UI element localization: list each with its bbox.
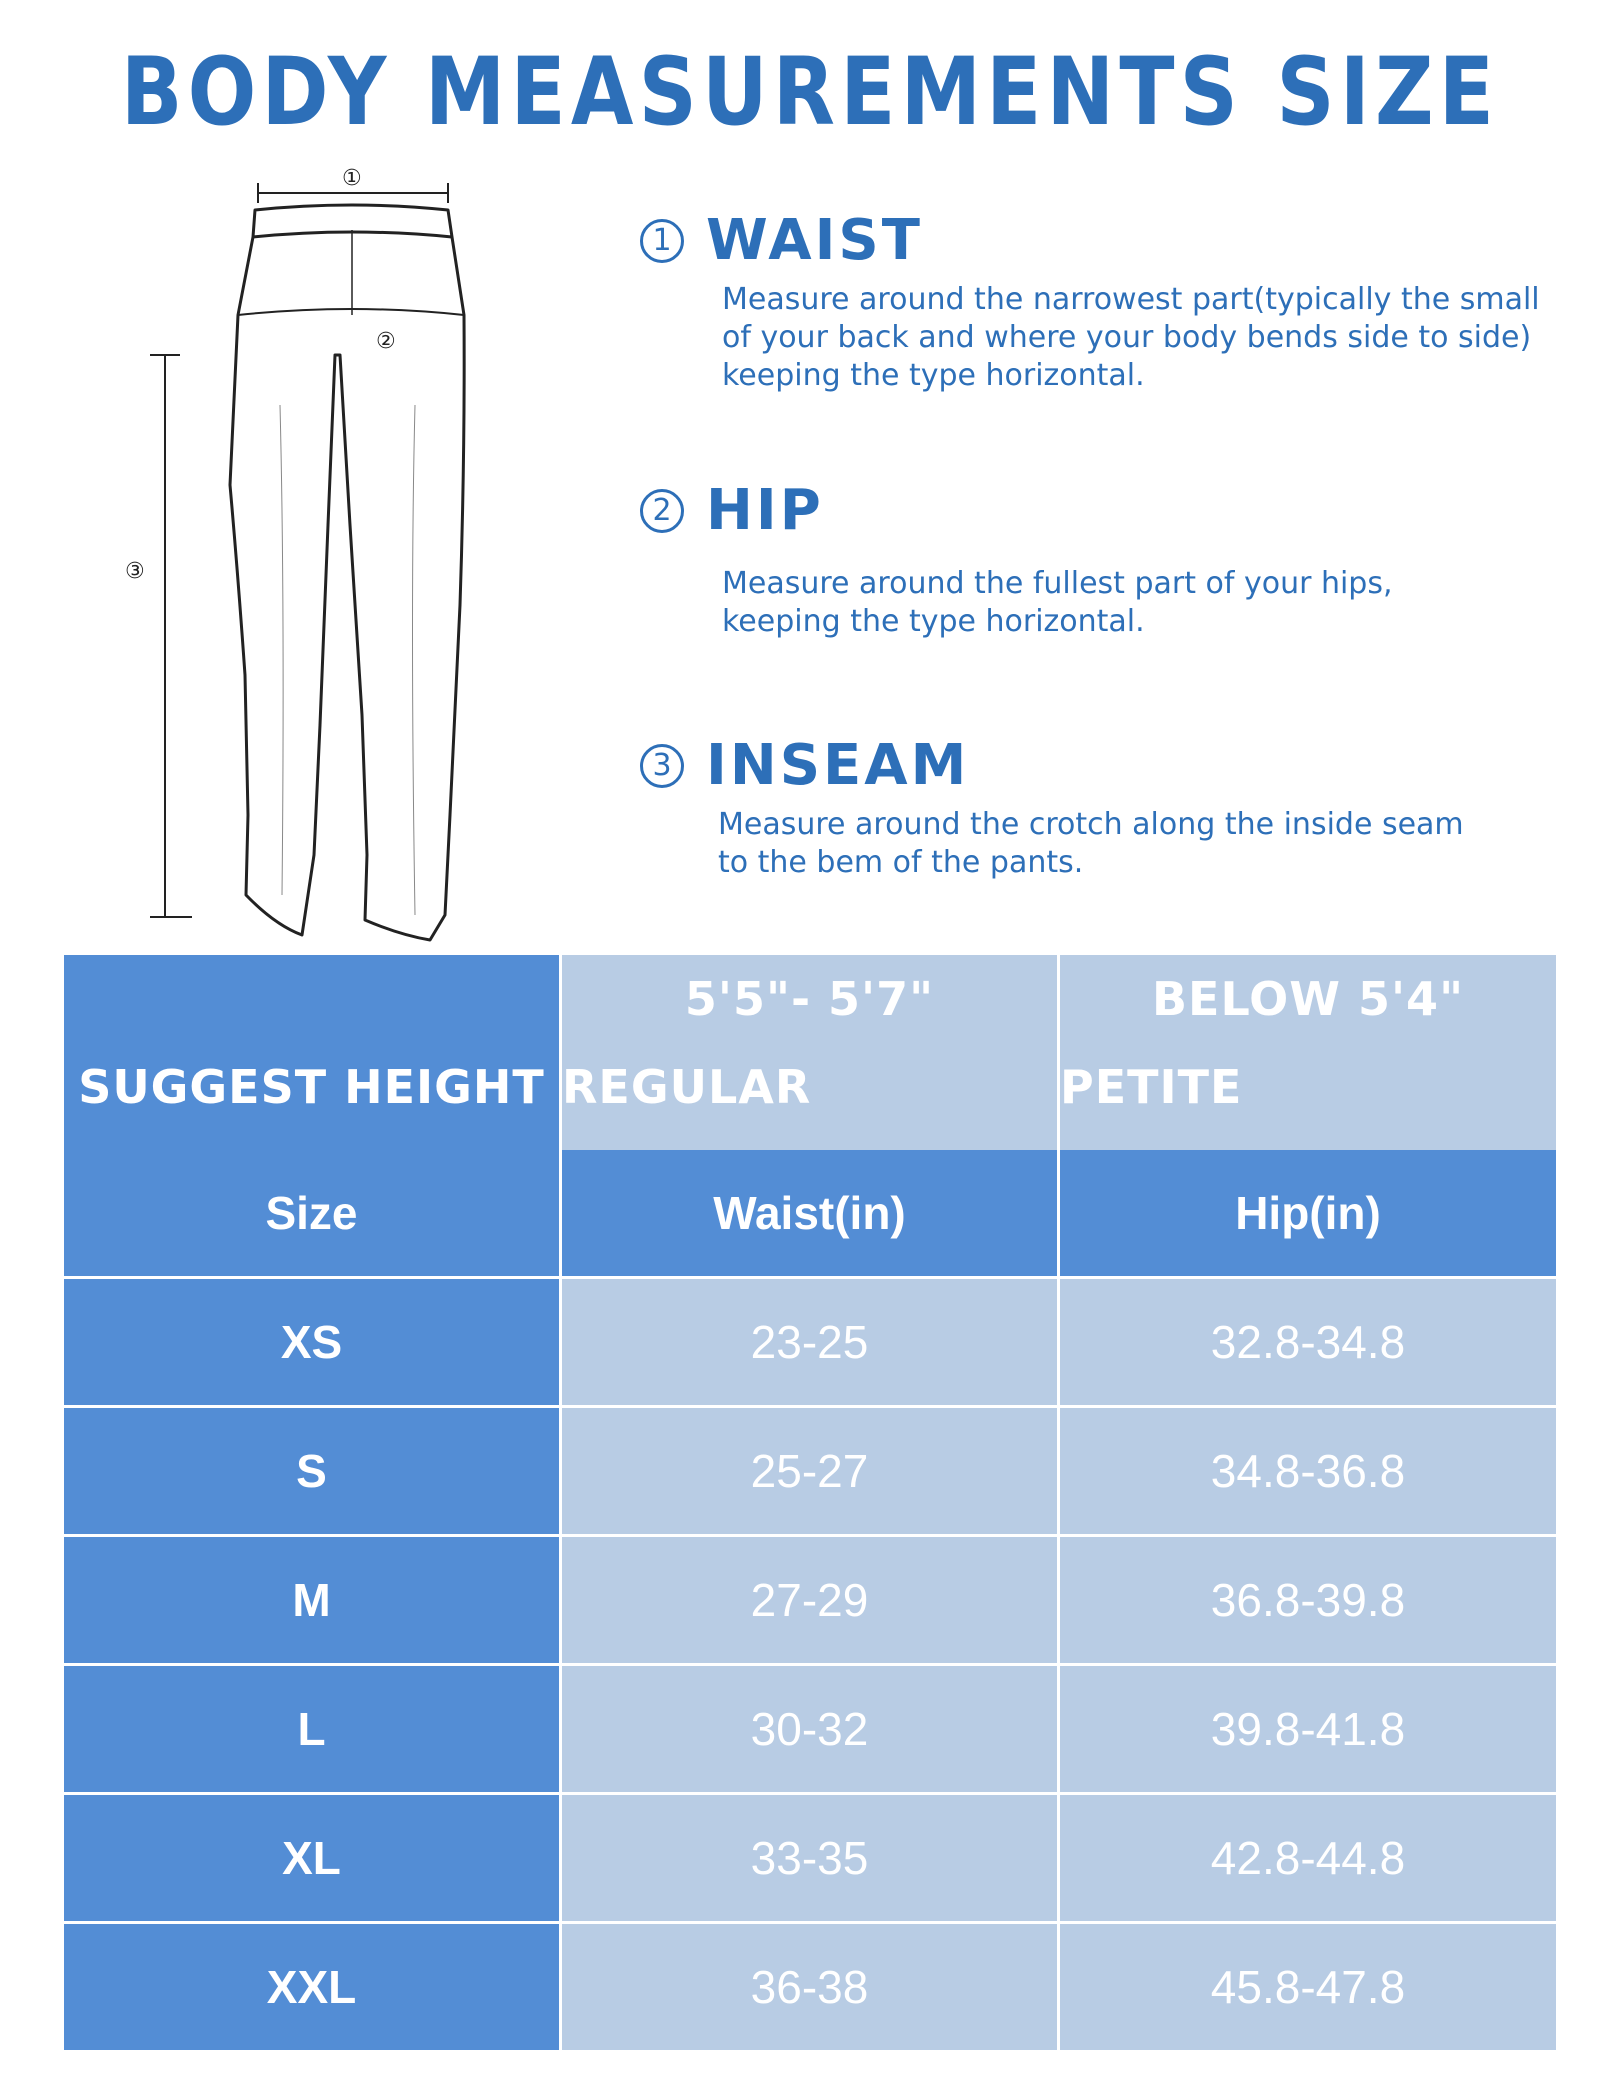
height-option-regular-height: 5'5"- 5'7" <box>684 972 935 1026</box>
table-row-hip: 42.8-44.8 <box>1060 1795 1556 1921</box>
waist-title: WAIST <box>706 208 923 273</box>
size-table-header-hip: Hip(in) <box>1060 1150 1556 1276</box>
table-row-waist: 23-25 <box>562 1279 1057 1405</box>
table-row-waist: 33-35 <box>562 1795 1057 1921</box>
height-table-header: SUGGEST HEIGHT <box>64 955 559 1219</box>
page-title: BODY MEASUREMENTS SIZE <box>120 38 1500 147</box>
waist-number: 1 <box>640 219 684 263</box>
inseam-marker: ③ <box>125 559 145 584</box>
table-row-size: XS <box>64 1279 559 1405</box>
table-row-size: M <box>64 1537 559 1663</box>
height-option-petite-inseam: PETITE <box>1060 1060 1243 1114</box>
inseam-number: 3 <box>640 744 684 788</box>
table-row-hip: 32.8-34.8 <box>1060 1279 1556 1405</box>
hip-number: 2 <box>640 489 684 533</box>
table-row-size: S <box>64 1408 559 1534</box>
height-option-petite-height: BELOW 5'4" <box>1151 972 1465 1026</box>
size-table-header-size: Size <box>64 1150 559 1276</box>
waist-marker: ① <box>342 166 362 191</box>
table-row-hip: 34.8-36.8 <box>1060 1408 1556 1534</box>
waist-section <box>640 208 1540 395</box>
table-row-waist: 30-32 <box>562 1666 1057 1792</box>
table-row-hip: 39.8-41.8 <box>1060 1666 1556 1792</box>
table-row-waist: 27-29 <box>562 1537 1057 1663</box>
table-row-size: XL <box>64 1795 559 1921</box>
table-row-waist: 25-27 <box>562 1408 1057 1534</box>
waist-description: Measure around the narrowest part(typically the small of your back and where your body bends side to side) keeping the type horizontal. <box>722 282 1540 393</box>
inseam-title: INSEAM <box>706 733 970 798</box>
height-option-regular-inseam: REGULAR <box>562 1060 812 1114</box>
pants-diagram <box>110 155 510 945</box>
table-row-size: XXL <box>64 1924 559 2050</box>
table-row-hip: 45.8-47.8 <box>1060 1924 1556 2050</box>
table-row-hip: 36.8-39.8 <box>1060 1537 1556 1663</box>
size-table <box>64 1150 1556 2050</box>
table-row-waist: 36-38 <box>562 1924 1057 2050</box>
inseam-section <box>640 733 1540 882</box>
height-table <box>64 955 1556 1135</box>
size-table-header-waist: Waist(in) <box>562 1150 1057 1276</box>
hip-title: HIP <box>706 478 824 543</box>
hip-marker: ② <box>376 329 396 354</box>
inseam-description: Measure around the crotch along the inside seam to the bem of the pants. <box>718 807 1464 880</box>
hip-section <box>640 478 1540 641</box>
table-row-size: L <box>64 1666 559 1792</box>
hip-description: Measure around the fullest part of your hips, keeping the type horizontal. <box>722 566 1393 639</box>
